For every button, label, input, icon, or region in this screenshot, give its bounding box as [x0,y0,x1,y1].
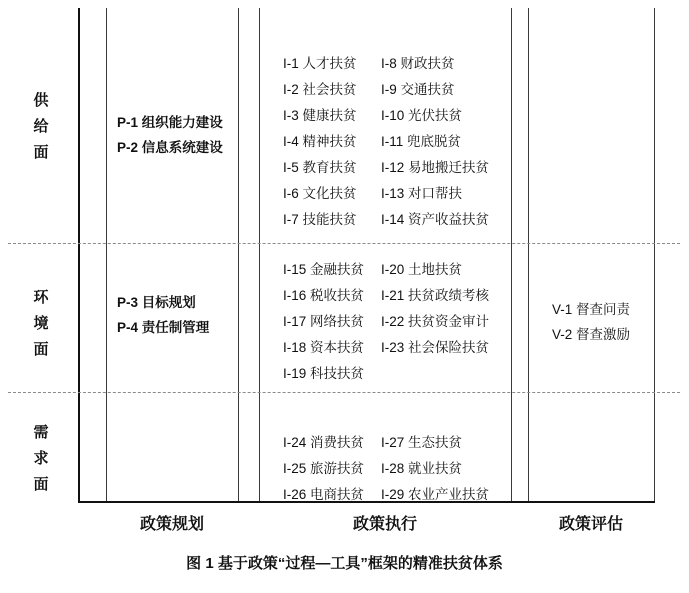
row-label-environment [10,285,72,363]
cell-execution-environment [283,257,489,387]
column-divider-4 [511,8,512,501]
policy-item: P-3 目标规划 [117,295,196,310]
row-label-environment-char-2: 境 [33,315,49,332]
policy-item: I-10 光伏扶贫 [381,108,463,123]
policy-item: I-11 兜底脱贫 [381,134,462,149]
cell-execution-demand-right [381,430,489,508]
row-label-environment-char-3: 面 [33,341,49,358]
policy-item: I-15 金融扶贫 [283,262,365,277]
row-label-demand-char-1: 需 [33,424,49,441]
cell-execution-demand-left [283,430,381,508]
policy-item: P-1 组织能力建设 [117,115,223,130]
policy-item: I-23 社会保险扶贫 [381,340,490,355]
policy-item: I-22 扶贫资金审计 [381,314,490,329]
policy-item: I-27 生态扶贫 [381,435,463,450]
cell-execution-environment-right [381,257,489,387]
policy-item: I-13 对口帮扶 [381,186,463,201]
policy-item: V-2 督查激励 [552,327,631,342]
policy-item: I-7 技能扶贫 [283,212,357,227]
row-label-environment-char-1: 环 [33,289,49,306]
policy-item: I-12 易地搬迁扶贫 [381,160,490,175]
policy-item: I-24 消费扶贫 [283,435,365,450]
policy-item: I-17 网络扶贫 [283,314,365,329]
figure-caption: 图 1 基于政策“过程—工具”框架的精准扶贫体系 [186,555,503,572]
policy-item: P-2 信息系统建设 [117,140,223,155]
row-label-demand [10,420,72,498]
cell-execution-supply-right [381,51,489,233]
column-divider-2 [238,8,239,501]
policy-item: I-19 科技扶贫 [283,366,365,381]
column-divider-1 [106,8,107,501]
cell-evaluation-environment [552,297,630,347]
policy-item: I-16 税收扶贫 [283,288,365,303]
row-divider-2 [8,392,680,393]
vertical-axis [78,8,80,503]
policy-item: I-21 扶贫政绩考核 [381,288,490,303]
row-label-supply-char-1: 供 [33,92,49,109]
policy-item: I-1 人才扶贫 [283,56,357,71]
policy-item: I-20 土地扶贫 [381,262,463,277]
row-divider-1 [8,243,680,244]
policy-item: P-4 责任制管理 [117,320,210,335]
row-label-demand-char-3: 面 [33,476,49,493]
cell-execution-supply [283,51,489,233]
policy-item: I-25 旅游扶贫 [283,461,365,476]
policy-item: I-4 精神扶贫 [283,134,357,149]
policy-item: I-5 教育扶贫 [283,160,357,175]
policy-item: I-6 文化扶贫 [283,186,357,201]
cell-execution-environment-left [283,257,381,387]
cell-execution-supply-left [283,51,381,233]
column-label-policy-execution: 政策执行 [352,516,417,533]
policy-item: I-14 资产收益扶贫 [381,212,490,227]
policy-item: I-3 健康扶贫 [283,108,357,123]
policy-item: I-29 农业产业扶贫 [381,487,490,502]
policy-item: I-28 就业扶贫 [381,461,463,476]
column-label-policy-planning: 政策规划 [139,516,204,533]
policy-item: I-8 财政扶贫 [381,56,455,71]
policy-item: V-1 督查问责 [552,302,631,317]
row-label-supply-char-3: 面 [33,144,49,161]
row-label-demand-char-2: 求 [33,450,49,467]
cell-planning-environment [117,290,209,340]
row-label-supply-char-2: 给 [33,118,49,135]
row-label-supply [10,88,72,166]
policy-item: I-18 资本扶贫 [283,340,365,355]
column-divider-5 [528,8,529,501]
cell-execution-demand [283,430,489,508]
policy-item: I-2 社会扶贫 [283,82,357,97]
column-divider-6 [654,8,655,501]
column-label-policy-evaluation: 政策评估 [558,516,623,533]
column-divider-3 [259,8,260,501]
policy-item: I-26 电商扶贫 [283,487,365,502]
cell-planning-supply [117,110,223,160]
policy-item: I-9 交通扶贫 [381,82,455,97]
